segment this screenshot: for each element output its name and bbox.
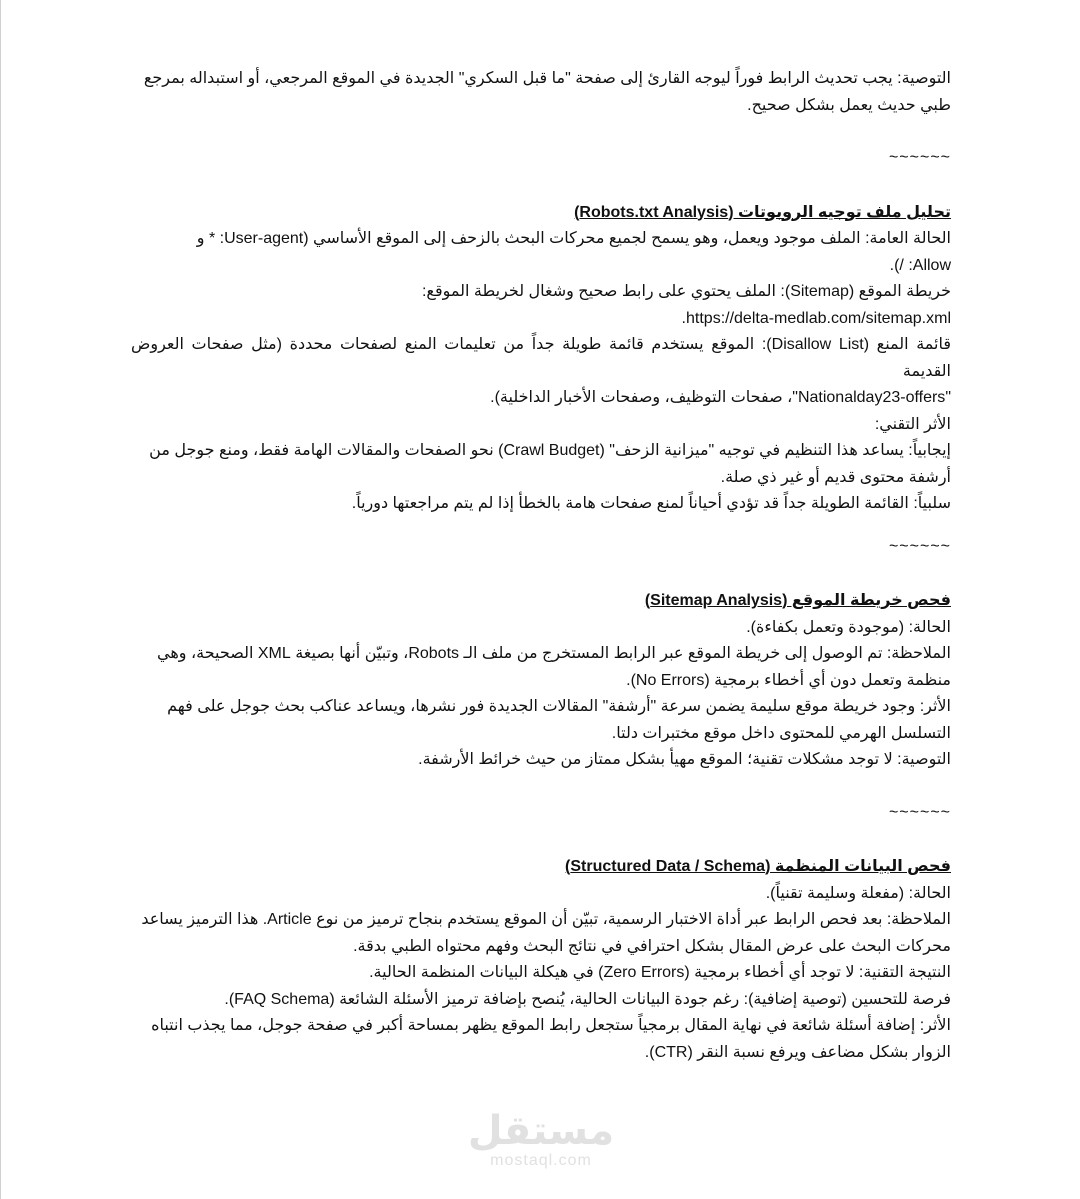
robots-positive-line1: إيجابياً: يساعد هذا التنظيم في توجيه "ميزانية الزحف" (Crawl Budget) نحو الصفحات والمقالات الهامة فقط، ومنع جوجل من [149, 442, 951, 459]
robots-positive-line2: أرشفة محتوى قديم أو غير ذي صلة. [720, 468, 951, 486]
schema-impact-line1: الأثر: إضافة أسئلة شائعة في نهاية المقال برمجياً ستجعل رابط الموقع يظهر بمساحة أكبر في صفحة جوجل، مما يجذب انتباه [151, 1017, 951, 1034]
watermark-logo: مستقل [467, 1108, 615, 1154]
mostaql-watermark [466, 1110, 616, 1170]
schema-note-line2: محركات البحث على عرض المقال بشكل احترافي في نتائج البحث وفهم محتواه الطبي بدقة. [353, 937, 951, 955]
robots-status-line2: Allow: /). [889, 256, 951, 274]
sitemap-impact-line1: الأثر: وجود خريطة موقع سليمة يضمن سرعة "أرشفة" المقالات الجديدة فور نشرها، ويساعد عناكب بحث جوجل على فهم [167, 698, 951, 715]
watermark-url: mostaql.com [490, 1152, 592, 1169]
sitemap-impact-line2: التسلسل الهرمي للمحتوى داخل موقع مختبرات دلتا. [611, 724, 951, 742]
intro-recommendation-line1: التوصية: يجب تحديث الرابط فوراً ليوجه القارئ إلى صفحة "ما قبل السكري" الجديدة في الموقع المرجعي، أو استبداله بمرجع [143, 70, 951, 87]
robots-sitemap-line2: https://delta-medlab.com/sitemap.xml. [681, 309, 951, 327]
robots-disallow-line2: "Nationalday23-offers"، صفحات التوظيف، وصفحات الأخبار الداخلية). [490, 389, 951, 406]
separator: ~~~~~~ [888, 803, 951, 821]
schema-note-line1: الملاحظة: بعد فحص الرابط عبر أداة الاختبار الرسمية، تبيّن أن الموقع يستخدم بنجاح ترميز من نوع Article. هذا الترميز يساعد [141, 911, 951, 928]
robots-status-line1: الحالة العامة: الملف موجود ويعمل، وهو يسمح لجميع محركات البحث بالزحف إلى الموقع الأساسي (User-agent: * و [196, 230, 951, 247]
schema-result: النتيجة التقنية: لا توجد أي أخطاء برمجية (Zero Errors) في هيكلة البيانات المنظمة الحالية. [369, 964, 951, 981]
separator: ~~~~~~ [888, 537, 951, 555]
sitemap-recommendation: التوصية: لا توجد مشكلات تقنية؛ الموقع مهيأ بشكل ممتاز من حيث خرائط الأرشفة. [418, 751, 951, 768]
robots-heading: تحليل ملف توجيه الروبوتات (Robots.txt Analysis) [574, 203, 951, 221]
document-content [131, 66, 951, 1066]
separator: ~~~~~~ [888, 149, 951, 166]
schema-impact-line2: الزوار بشكل مضاعف ويرفع نسبة النقر (CTR). [644, 1043, 951, 1061]
robots-disallow-line1: قائمة المنع (Disallow List): الموقع يستخدم قائمة طويلة جداً من تعليمات المنع لصفحات محددة (مثل صفحات العروض القديمة [131, 336, 952, 380]
sitemap-heading: فحص خريطة الموقع (Sitemap Analysis) [644, 592, 951, 609]
robots-sitemap-line1: خريطة الموقع (Sitemap): الملف يحتوي على رابط صحيح وشغال لخريطة الموقع: [421, 283, 951, 300]
schema-opportunity: فرصة للتحسين (توصية إضافية): رغم جودة البيانات الحالية، يُنصح بإضافة ترميز الأسئلة الشائعة (FAQ Schema). [224, 990, 951, 1008]
robots-negative: سلبياً: القائمة الطويلة جداً قد تؤدي أحياناً لمنع صفحات هامة بالخطأ إذا لم يتم مراجعتها دورياً. [351, 495, 951, 512]
sitemap-status: الحالة: (موجودة وتعمل بكفاءة). [746, 618, 951, 636]
robots-tech-impact: الأثر التقني: [874, 415, 951, 433]
intro-recommendation-line2: طبي حديث يعمل بشكل صحيح. [747, 96, 951, 114]
sitemap-note-line1: الملاحظة: تم الوصول إلى خريطة الموقع عبر الرابط المستخرج من ملف الـ Robots، وتبيّن أنها بصيغة XML الصحيحة، وهي [157, 645, 951, 662]
schema-status: الحالة: (مفعلة وسليمة تقنياً). [765, 884, 951, 902]
sitemap-note-line2: منظمة وتعمل دون أي أخطاء برمجية (No Errors). [626, 671, 951, 689]
schema-heading: فحص البيانات المنظمة (Structured Data / Schema) [565, 858, 951, 875]
